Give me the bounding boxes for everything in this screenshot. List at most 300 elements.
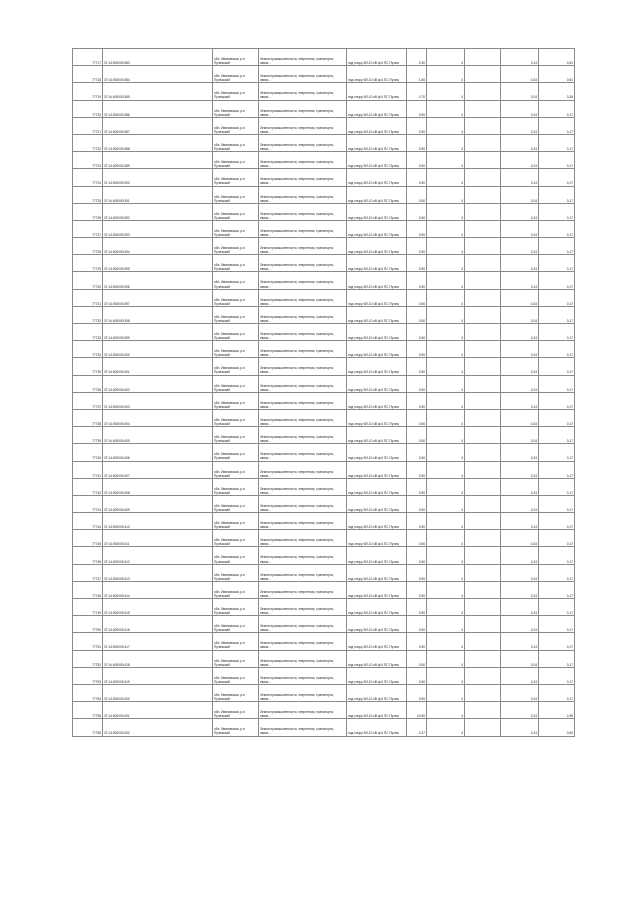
cell-unit: 4: [427, 633, 465, 650]
cell-rate: 0,24: [501, 427, 539, 444]
table-row: [73, 530, 575, 547]
cell-location: обл. Ивановская, р-н Пучежский: [213, 495, 259, 512]
table-row: [73, 220, 575, 237]
cadastral-register-sheet: [72, 48, 574, 737]
cell-rate: 0,24: [501, 478, 539, 495]
cell-total: 0,17: [539, 238, 575, 255]
cell-total: 0,17: [539, 495, 575, 512]
table-row: [73, 117, 575, 134]
cell-location: обл. Ивановская, р-н Пучежский: [213, 427, 259, 444]
cell-land-category: Земли промышленности, энергетики, транспорта, связи...: [259, 409, 347, 426]
cell-land-category: Земли промышленности, энергетики, транспорта, связи...: [259, 581, 347, 598]
cell-location: обл. Ивановская, р-н Пучежский: [213, 392, 259, 409]
cell-cadastral-number: 37:14:000000:404: [103, 409, 213, 426]
cell-row-number: 77719: [73, 83, 103, 100]
table-row: [73, 616, 575, 633]
cell-value-1: [465, 134, 501, 151]
cell-rate: 0,24: [501, 375, 539, 392]
cell-location: обл. Ивановская, р-н Пучежский: [213, 684, 259, 701]
cell-permitted-use: под опору ВЛ-10 кВ ф.6 ПС Пучеж: [347, 495, 407, 512]
cell-unit: 4: [427, 530, 465, 547]
table-row: [73, 341, 575, 358]
cell-row-number: 77738: [73, 409, 103, 426]
cell-land-category: Земли промышленности, энергетики, транспорта, связи...: [259, 306, 347, 323]
cell-row-number: 77746: [73, 547, 103, 564]
cell-value-1: [465, 49, 501, 66]
cell-permitted-use: под опору ВЛ-10 кВ ф.6 ПС Пучеж: [347, 581, 407, 598]
cell-rate: 0,24: [501, 66, 539, 83]
cell-land-category: Земли промышленности, энергетики, транспорта, связи...: [259, 324, 347, 341]
cell-cadastral-number: 37:14:000000:400: [103, 341, 213, 358]
cell-rate: 0,24: [501, 134, 539, 151]
cell-row-number: 77740: [73, 444, 103, 461]
cell-value-1: [465, 684, 501, 701]
cell-total: 0,36: [539, 83, 575, 100]
cell-value-1: [465, 169, 501, 186]
table-row: [73, 513, 575, 530]
cell-permitted-use: под опору ВЛ-10 кВ ф.6 ПС Пучеж: [347, 272, 407, 289]
cell-unit: 4: [427, 289, 465, 306]
cell-rate: 0,24: [501, 581, 539, 598]
cell-area: 0.50: [407, 203, 427, 220]
cell-permitted-use: под опору ВЛ-10 кВ ф.6 ПС Пучеж: [347, 186, 407, 203]
cell-land-category: Земли промышленности, энергетики, транспорта, связи...: [259, 220, 347, 237]
cell-location: обл. Ивановская, р-н Пучежский: [213, 719, 259, 736]
cell-unit: 4: [427, 702, 465, 719]
table-row: [73, 238, 575, 255]
cell-row-number: 77727: [73, 220, 103, 237]
cell-rate: 0,24: [501, 444, 539, 461]
cell-cadastral-number: 37:14:000000:408: [103, 478, 213, 495]
cell-land-category: Земли промышленности, энергетики, транспорта, связи...: [259, 719, 347, 736]
cell-row-number: 77739: [73, 427, 103, 444]
cell-value-1: [465, 83, 501, 100]
cell-permitted-use: под опору ВЛ-10 кВ ф.6 ПС Пучеж: [347, 684, 407, 701]
cell-permitted-use: под опору ВЛ-10 кВ ф.6 ПС Пучеж: [347, 599, 407, 616]
cell-unit: 4: [427, 409, 465, 426]
cell-cadastral-number: 37:14:000000:413: [103, 564, 213, 581]
cell-row-number: 77742: [73, 478, 103, 495]
cell-area: 0.50: [407, 392, 427, 409]
cell-area: 0.50: [407, 633, 427, 650]
cell-area: 0.50: [407, 100, 427, 117]
cell-value-1: [465, 220, 501, 237]
cell-total: 0,17: [539, 375, 575, 392]
cell-location: обл. Ивановская, р-н Пучежский: [213, 702, 259, 719]
cell-total: 0,17: [539, 100, 575, 117]
cell-cadastral-number: 37:14:000000:399: [103, 324, 213, 341]
cell-permitted-use: под опору ВЛ-10 кВ ф.6 ПС Пучеж: [347, 702, 407, 719]
cell-location: обл. Ивановская, р-н Пучежский: [213, 341, 259, 358]
cell-permitted-use: под опору ВЛ-10 кВ ф.6 ПС Пучеж: [347, 633, 407, 650]
cell-area: 0.50: [407, 581, 427, 598]
cell-permitted-use: под опору ВЛ-10 кВ ф.6 ПС Пучеж: [347, 461, 407, 478]
cell-row-number: 77737: [73, 392, 103, 409]
cell-row-number: 77748: [73, 581, 103, 598]
cell-location: обл. Ивановская, р-н Пучежский: [213, 633, 259, 650]
cell-permitted-use: под опору ВЛ-10 кВ ф.6 ПС Пучеж: [347, 478, 407, 495]
cell-row-number: 77745: [73, 530, 103, 547]
cell-cadastral-number: 37:14:000000:415: [103, 599, 213, 616]
cell-row-number: 77747: [73, 564, 103, 581]
cell-cadastral-number: 37:14:000000:420: [103, 684, 213, 701]
cell-total: 0,17: [539, 581, 575, 598]
cell-unit: 4: [427, 495, 465, 512]
table-row: [73, 719, 575, 736]
cell-location: обл. Ивановская, р-н Пучежский: [213, 83, 259, 100]
cell-unit: 4: [427, 375, 465, 392]
cell-permitted-use: под опору ВЛ-10 кВ ф.6 ПС Пучеж: [347, 306, 407, 323]
cell-cadastral-number: 37:14:000000:397: [103, 289, 213, 306]
cell-unit: 4: [427, 358, 465, 375]
cell-unit: 4: [427, 238, 465, 255]
cell-value-1: [465, 375, 501, 392]
cell-cadastral-number: 37:14:000000:391: [103, 186, 213, 203]
cell-permitted-use: под опору ВЛ-10 кВ ф.6 ПС Пучеж: [347, 650, 407, 667]
cell-area: 0.50: [407, 358, 427, 375]
cell-location: обл. Ивановская, р-н Пучежский: [213, 203, 259, 220]
cell-cadastral-number: 37:14:000000:411: [103, 530, 213, 547]
cell-cadastral-number: 37:14:000000:389: [103, 152, 213, 169]
cell-row-number: 77741: [73, 461, 103, 478]
cell-rate: 0,24: [501, 272, 539, 289]
cell-total: 0,17: [539, 547, 575, 564]
cell-row-number: 77756: [73, 719, 103, 736]
cell-value-1: [465, 530, 501, 547]
cell-land-category: Земли промышленности, энергетики, транспорта, связи...: [259, 186, 347, 203]
cell-cadastral-number: 37:14:000000:394: [103, 238, 213, 255]
cell-unit: 4: [427, 513, 465, 530]
table-row: [73, 134, 575, 151]
cell-location: обл. Ивановская, р-н Пучежский: [213, 272, 259, 289]
cell-permitted-use: под опору ВЛ-10 кВ ф.6 ПС Пучеж: [347, 289, 407, 306]
cell-total: 0,17: [539, 134, 575, 151]
cell-unit: 4: [427, 392, 465, 409]
cell-unit: 4: [427, 650, 465, 667]
cell-location: обл. Ивановская, р-н Пучежский: [213, 513, 259, 530]
cell-rate: 0,24: [501, 220, 539, 237]
cell-total: 0,17: [539, 444, 575, 461]
cell-total: 0,17: [539, 392, 575, 409]
cell-rate: 0,24: [501, 650, 539, 667]
cell-permitted-use: под опору ВЛ-10 кВ ф.6 ПС Пучеж: [347, 220, 407, 237]
cell-location: обл. Ивановская, р-н Пучежский: [213, 530, 259, 547]
cell-unit: 4: [427, 152, 465, 169]
cell-unit: 4: [427, 324, 465, 341]
cell-unit: 4: [427, 547, 465, 564]
cell-permitted-use: под опору ВЛ-10 кВ ф.6 ПС Пучеж: [347, 444, 407, 461]
cell-value-1: [465, 702, 501, 719]
cell-permitted-use: под опору ВЛ-10 кВ ф.6 ПС Пучеж: [347, 392, 407, 409]
cell-land-category: Земли промышленности, энергетики, транспорта, связи...: [259, 83, 347, 100]
cell-unit: 4: [427, 186, 465, 203]
cell-total: 0,17: [539, 667, 575, 684]
cell-value-1: [465, 461, 501, 478]
cell-cadastral-number: 37:14:000000:405: [103, 427, 213, 444]
cell-value-1: [465, 616, 501, 633]
cell-rate: 0,24: [501, 530, 539, 547]
cell-land-category: Земли промышленности, энергетики, транспорта, связи...: [259, 49, 347, 66]
cell-land-category: Земли промышленности, энергетики, транспорта, связи...: [259, 169, 347, 186]
cell-unit: 4: [427, 49, 465, 66]
cell-area: 0.50: [407, 444, 427, 461]
cell-cadastral-number: 37:14:000000:393: [103, 220, 213, 237]
table-row: [73, 478, 575, 495]
cell-land-category: Земли промышленности, энергетики, транспорта, связи...: [259, 117, 347, 134]
cell-permitted-use: под опору ВЛ-10 кВ ф.6 ПС Пучеж: [347, 66, 407, 83]
table-row: [73, 255, 575, 272]
cell-location: обл. Ивановская, р-н Пучежский: [213, 306, 259, 323]
cell-row-number: 77743: [73, 495, 103, 512]
cell-unit: 4: [427, 169, 465, 186]
cell-total: 0,17: [539, 117, 575, 134]
cell-row-number: 77726: [73, 203, 103, 220]
table-row: [73, 169, 575, 186]
cell-total: 0,17: [539, 513, 575, 530]
cell-location: обл. Ивановская, р-н Пучежский: [213, 564, 259, 581]
cell-area: 0.70: [407, 83, 427, 100]
table-row: [73, 49, 575, 66]
table-row: [73, 444, 575, 461]
cell-value-1: [465, 324, 501, 341]
cell-location: обл. Ивановская, р-н Пучежский: [213, 169, 259, 186]
cell-rate: 0,24: [501, 306, 539, 323]
cell-value-1: [465, 238, 501, 255]
cell-rate: 0,24: [501, 409, 539, 426]
cell-location: обл. Ивановская, р-н Пучежский: [213, 461, 259, 478]
cell-location: обл. Ивановская, р-н Пучежский: [213, 581, 259, 598]
cell-cadastral-number: 37:14:000000:396: [103, 272, 213, 289]
cell-cadastral-number: 37:14:000000:390: [103, 169, 213, 186]
cell-unit: 4: [427, 83, 465, 100]
cell-cadastral-number: 37:14:000000:401: [103, 358, 213, 375]
cell-row-number: 77723: [73, 152, 103, 169]
cell-cadastral-number: 37:14:000000:388: [103, 134, 213, 151]
cell-row-number: 77735: [73, 358, 103, 375]
cell-land-category: Земли промышленности, энергетики, транспорта, связи...: [259, 238, 347, 255]
cell-row-number: 77749: [73, 599, 103, 616]
cell-value-1: [465, 719, 501, 736]
cell-row-number: 77721: [73, 117, 103, 134]
cell-land-category: Земли промышленности, энергетики, транспорта, связи...: [259, 134, 347, 151]
cell-area: 2.50: [407, 49, 427, 66]
cell-land-category: Земли промышленности, энергетики, транспорта, связи...: [259, 100, 347, 117]
cell-row-number: 77717: [73, 49, 103, 66]
cell-rate: 0,24: [501, 495, 539, 512]
cell-cadastral-number: 37:14:000000:416: [103, 616, 213, 633]
cell-cadastral-number: 37:14:000000:392: [103, 203, 213, 220]
cell-unit: 4: [427, 461, 465, 478]
cell-total: 0,17: [539, 289, 575, 306]
cell-location: обл. Ивановская, р-н Пучежский: [213, 100, 259, 117]
cell-land-category: Земли промышленности, энергетики, транспорта, связи...: [259, 478, 347, 495]
cell-area: 0.50: [407, 616, 427, 633]
cell-value-1: [465, 186, 501, 203]
cell-location: обл. Ивановская, р-н Пучежский: [213, 255, 259, 272]
cell-permitted-use: под опору ВЛ-10 кВ ф.6 ПС Пучеж: [347, 616, 407, 633]
cell-rate: 0,24: [501, 719, 539, 736]
cell-rate: 0,24: [501, 633, 539, 650]
cell-unit: 4: [427, 272, 465, 289]
cell-value-1: [465, 513, 501, 530]
cell-unit: 4: [427, 134, 465, 151]
cell-row-number: 77754: [73, 684, 103, 701]
table-row: [73, 272, 575, 289]
table-row: [73, 461, 575, 478]
cell-row-number: 77732: [73, 306, 103, 323]
cell-area: 10.50: [407, 702, 427, 719]
cell-rate: 0,24: [501, 684, 539, 701]
cell-total: 0,17: [539, 169, 575, 186]
cell-cadastral-number: 37:14:000000:414: [103, 581, 213, 598]
cell-permitted-use: под опору ВЛ-10 кВ ф.6 ПС Пучеж: [347, 719, 407, 736]
cell-permitted-use: под опору ВЛ-10 кВ ф.6 ПС Пучеж: [347, 83, 407, 100]
cell-land-category: Земли промышленности, энергетики, транспорта, связи...: [259, 272, 347, 289]
cell-total: 0,17: [539, 152, 575, 169]
cell-land-category: Земли промышленности, энергетики, транспорта, связи...: [259, 66, 347, 83]
cell-area: 0.50: [407, 255, 427, 272]
cell-rate: 0,24: [501, 49, 539, 66]
cell-unit: 4: [427, 100, 465, 117]
cell-rate: 0,24: [501, 83, 539, 100]
cell-cadastral-number: 37:14:000000:410: [103, 513, 213, 530]
cell-location: обл. Ивановская, р-н Пучежский: [213, 599, 259, 616]
cell-location: обл. Ивановская, р-н Пучежский: [213, 547, 259, 564]
cell-row-number: 77734: [73, 341, 103, 358]
table-row: [73, 667, 575, 684]
table-row: [73, 306, 575, 323]
cell-cadastral-number: 37:14:000000:402: [103, 375, 213, 392]
table-row: [73, 684, 575, 701]
cell-value-1: [465, 306, 501, 323]
cell-permitted-use: под опору ВЛ-10 кВ ф.6 ПС Пучеж: [347, 564, 407, 581]
cell-total: 0,17: [539, 220, 575, 237]
cell-cadastral-number: 37:14:000000:403: [103, 392, 213, 409]
table-row: [73, 100, 575, 117]
cell-land-category: Земли промышленности, энергетики, транспорта, связи...: [259, 616, 347, 633]
cell-rate: 0,24: [501, 667, 539, 684]
cell-rate: 0,24: [501, 341, 539, 358]
cell-value-1: [465, 203, 501, 220]
cell-permitted-use: под опору ВЛ-10 кВ ф.6 ПС Пучеж: [347, 341, 407, 358]
cell-area: 0.50: [407, 272, 427, 289]
cell-area: 0.50: [407, 117, 427, 134]
cell-location: обл. Ивановская, р-н Пучежский: [213, 220, 259, 237]
cell-row-number: 77718: [73, 66, 103, 83]
table-row: [73, 186, 575, 203]
cell-area: 0.50: [407, 495, 427, 512]
cell-rate: 0,24: [501, 616, 539, 633]
cell-row-number: 77753: [73, 667, 103, 684]
cell-rate: 0,24: [501, 547, 539, 564]
cell-permitted-use: под опору ВЛ-10 кВ ф.6 ПС Пучеж: [347, 152, 407, 169]
cell-total: 0,17: [539, 616, 575, 633]
cell-land-category: Земли промышленности, энергетики, транспорта, связи...: [259, 599, 347, 616]
cell-area: 0.50: [407, 599, 427, 616]
cell-cadastral-number: 37:14:000000:409: [103, 495, 213, 512]
cell-area: 0.50: [407, 650, 427, 667]
cell-permitted-use: под опору ВЛ-10 кВ ф.6 ПС Пучеж: [347, 117, 407, 134]
cell-land-category: Земли промышленности, энергетики, транспорта, связи...: [259, 650, 347, 667]
cell-row-number: 77751: [73, 633, 103, 650]
cell-row-number: 77750: [73, 616, 103, 633]
cell-unit: 4: [427, 616, 465, 633]
table-row: [73, 702, 575, 719]
cell-location: обл. Ивановская, р-н Пучежский: [213, 289, 259, 306]
cell-unit: 4: [427, 203, 465, 220]
cell-cadastral-number: 37:14:000000:412: [103, 547, 213, 564]
cell-permitted-use: под опору ВЛ-10 кВ ф.6 ПС Пучеж: [347, 530, 407, 547]
cell-cadastral-number: 37:14:000000:418: [103, 650, 213, 667]
cell-unit: 4: [427, 66, 465, 83]
cell-cadastral-number: 37:14:000000:417: [103, 633, 213, 650]
cell-land-category: Земли промышленности, энергетики, транспорта, связи...: [259, 427, 347, 444]
cell-total: 0,17: [539, 255, 575, 272]
cell-total: 0,17: [539, 599, 575, 616]
table-row: [73, 547, 575, 564]
cell-value-1: [465, 599, 501, 616]
cell-row-number: 77724: [73, 169, 103, 186]
cell-unit: 4: [427, 341, 465, 358]
cell-total: 0,81: [539, 49, 575, 66]
cell-value-1: [465, 272, 501, 289]
cell-total: 0,17: [539, 650, 575, 667]
cell-rate: 0,24: [501, 169, 539, 186]
cell-rate: 0,24: [501, 358, 539, 375]
cell-location: обл. Ивановская, р-н Пучежский: [213, 324, 259, 341]
cell-area: 0.50: [407, 220, 427, 237]
cell-rate: 0,24: [501, 461, 539, 478]
cell-area: 0.50: [407, 564, 427, 581]
cell-land-category: Земли промышленности, энергетики, транспорта, связи...: [259, 392, 347, 409]
cell-area: 2.47: [407, 719, 427, 736]
cell-cadastral-number: 37:14:000000:419: [103, 667, 213, 684]
cell-permitted-use: под опору ВЛ-10 кВ ф.6 ПС Пучеж: [347, 547, 407, 564]
cell-area: 0.50: [407, 238, 427, 255]
cell-row-number: 77752: [73, 650, 103, 667]
cell-total: 0,17: [539, 530, 575, 547]
cell-land-category: Земли промышленности, энергетики, транспорта, связи...: [259, 513, 347, 530]
cell-location: обл. Ивановская, р-н Пучежский: [213, 667, 259, 684]
table-row: [73, 375, 575, 392]
cell-value-1: [465, 100, 501, 117]
cell-cadastral-number: 37:14:000000:407: [103, 461, 213, 478]
cell-unit: 4: [427, 478, 465, 495]
cell-land-category: Земли промышленности, энергетики, транспорта, связи...: [259, 203, 347, 220]
cell-permitted-use: под опору ВЛ-10 кВ ф.6 ПС Пучеж: [347, 203, 407, 220]
cell-rate: 0,24: [501, 255, 539, 272]
cell-cadastral-number: 37:14:000000:383: [103, 49, 213, 66]
table-row: [73, 152, 575, 169]
cell-cadastral-number: 37:14:000000:406: [103, 444, 213, 461]
cell-land-category: Земли промышленности, энергетики, транспорта, связи...: [259, 547, 347, 564]
cell-land-category: Земли промышленности, энергетики, транспорта, связи...: [259, 564, 347, 581]
cell-land-category: Земли промышленности, энергетики, транспорта, связи...: [259, 702, 347, 719]
cell-permitted-use: под опору ВЛ-10 кВ ф.6 ПС Пучеж: [347, 375, 407, 392]
table-row: [73, 427, 575, 444]
cell-area: 0.50: [407, 461, 427, 478]
cell-unit: 4: [427, 444, 465, 461]
table-row: [73, 581, 575, 598]
cell-total: 0,17: [539, 272, 575, 289]
cell-location: обл. Ивановская, р-н Пучежский: [213, 66, 259, 83]
cell-permitted-use: под опору ВЛ-10 кВ ф.6 ПС Пучеж: [347, 427, 407, 444]
cell-unit: 4: [427, 564, 465, 581]
cell-rate: 0,24: [501, 513, 539, 530]
cell-rate: 0,24: [501, 564, 539, 581]
cell-total: 0,17: [539, 684, 575, 701]
cell-land-category: Земли промышленности, энергетики, транспорта, связи...: [259, 461, 347, 478]
